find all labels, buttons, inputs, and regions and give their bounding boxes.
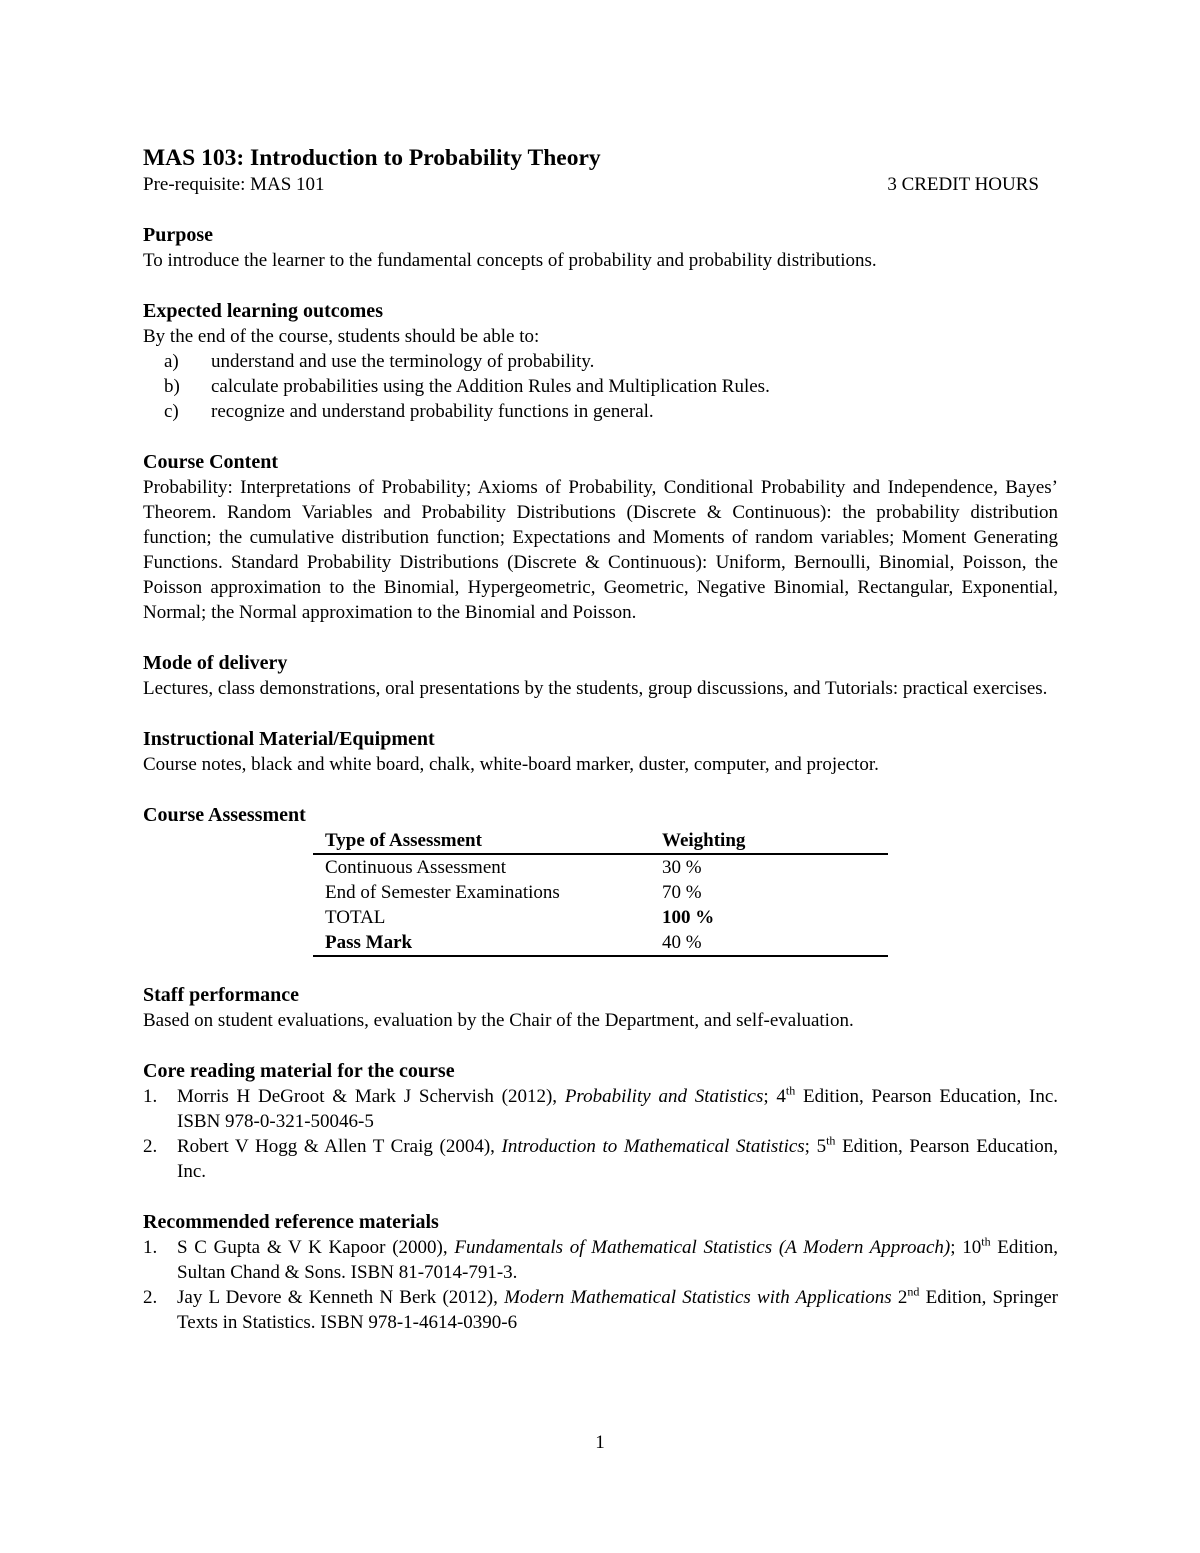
list-item: c) recognize and understand probability functions in general. [164,401,654,422]
list-item: 2. Robert V Hogg & Allen T Craig (2004), Introduction to Mathematical Statistics; 5th Edition, Pearson Education, Inc. [143,1133,1058,1182]
prerequisite-row [143,173,1058,197]
delivery-text: Lectures, class demonstrations, oral presentations by the students, group discussions, and Tutorials: practical exercises. [143,678,1048,699]
column-header-weighting: Weighting [662,830,746,851]
content-heading: Course Content [143,451,278,473]
assessment-heading: Course Assessment [143,804,306,826]
core-reading-list [143,1084,1058,1184]
staff-heading: Staff performance [143,984,300,1006]
list-item: a) understand and use the terminology of probability. [164,351,595,372]
content-text: Probability: Interpretations of Probability; Axioms of Probability, Conditional Probability and Independence, Bayes’ Theorem. Random Variables and Probability Distributions (Discrete & Continuous): the probability distribution function; the cumulative distribution function; Expectations and Moments of random variables; Moment Generating Functions. Standard Probability Distributions (Discrete & Continuous): Uniform, Bernoulli, Binomial, Poisson, the Poisson approximation to the Binomial, Hypergeometric, Geometric, Negative Binomial, Rectangular, Exponential, Normal; the Normal approximation to the Binomial and Poisson. [143,477,1058,623]
document-body [143,143,1058,1335]
list-item: b) calculate probabilities using the Addition Rules and Multiplication Rules. [164,376,770,397]
recommended-list [143,1235,1058,1335]
course-title: MAS 103: Introduction to Probability Theory [143,145,601,171]
credit-hours: 3 CREDIT HOURS [887,174,1039,195]
purpose-text: To introduce the learner to the fundamental concepts of probability and probability distributions. [143,250,877,271]
outcomes-heading: Expected learning outcomes [143,300,383,322]
list-item: 1. S C Gupta & V K Kapoor (2000), Fundamentals of Mathematical Statistics (A Modern Approach); 10th Edition, Sultan Chand & Sons. ISBN 81-7014-791-3. [143,1234,1059,1283]
list-item: 2. Jay L Devore & Kenneth N Berk (2012), Modern Mathematical Statistics with Applications 2nd Edition, Springer Texts in Statistics. ISBN 978-1-4614-0390-6 [143,1284,1058,1333]
column-header-type: Type of Assessment [325,830,482,851]
table-row: Continuous Assessment 30 % [325,857,702,878]
material-text: Course notes, black and white board, chalk, white-board marker, duster, computer, and projector. [143,754,879,775]
outcomes-intro: By the end of the course, students should be able to: [143,326,540,347]
purpose-heading: Purpose [143,224,213,246]
table-row: End of Semester Examinations 70 % [325,882,702,903]
delivery-heading: Mode of delivery [143,652,288,674]
table-row: TOTAL 100 % [325,907,715,928]
core-reading-heading: Core reading material for the course [143,1060,455,1082]
prerequisite: Pre-requisite: MAS 101 [143,174,325,195]
list-item: 1. Morris H DeGroot & Mark J Schervish (2012), Probability and Statistics; 4th Edition, Pearson Education, Inc. ISBN 978-0-321-50046-5 [143,1083,1058,1132]
outcomes-list [143,349,1058,424]
table-header-row [313,828,888,854]
page-number: 1 [595,1432,605,1453]
staff-text: Based on student evaluations, evaluation by the Chair of the Department, and self-evaluation. [143,1010,854,1031]
recommended-heading: Recommended reference materials [143,1211,439,1233]
material-heading: Instructional Material/Equipment [143,728,435,750]
assessment-table [313,828,888,957]
table-row: Pass Mark 40 % [313,930,888,956]
